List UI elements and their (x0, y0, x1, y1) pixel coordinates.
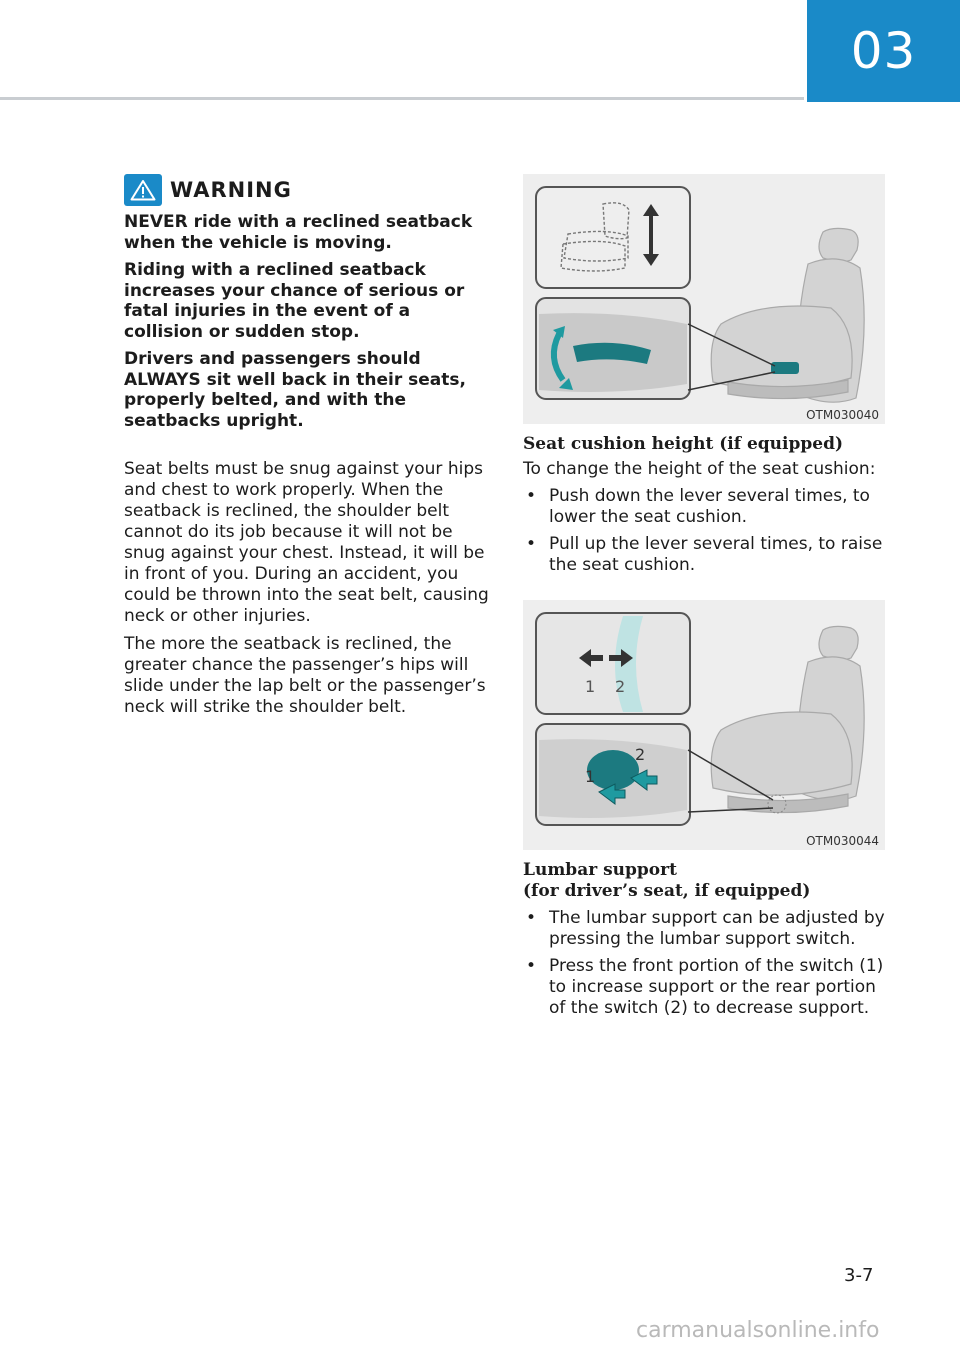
list-item (523, 534, 885, 576)
watermark: carmanualsonline.info (636, 1318, 880, 1343)
bullet-list (523, 486, 885, 576)
figure-code: OTM030044 (806, 834, 879, 848)
section-subtitle: (for driver’s seat, if equipped) (523, 881, 811, 901)
bullet-dot: • (526, 908, 537, 928)
chapter-tab (807, 0, 960, 102)
seat-silhouette (711, 228, 864, 402)
seat-lever-small (771, 362, 799, 374)
figure-label: 1 (585, 767, 596, 786)
page-number: 3-7 (844, 1265, 874, 1286)
list-item-text: Push down the lever several times, to lower the seat cushion. (549, 486, 870, 527)
lumbar-support-illustration (523, 600, 885, 850)
warning-paragraph: Drivers and passengers should ALWAYS sit well back in their seats, properly belted, and with the seatbacks upright. (124, 349, 466, 431)
right-column (523, 174, 885, 1025)
list-item (523, 908, 885, 950)
body-paragraph: The more the seatback is reclined, the greater chance the passenger’s hips will slide under the lap belt or the passenger’s neck will strike the shoulder belt. (124, 634, 486, 717)
list-item (523, 956, 885, 1019)
lumbar-drawing (523, 600, 885, 850)
section-intro: To change the height of the seat cushion: (523, 459, 876, 479)
warning-title: WARNING (170, 178, 292, 202)
bullet-dot: • (526, 486, 537, 506)
seat-height-illustration (523, 174, 885, 424)
warning-header (124, 172, 490, 208)
detail-box-top (536, 613, 690, 714)
list-item-text: The lumbar support can be adjusted by pressing the lumbar support switch. (549, 908, 885, 949)
warning-paragraph: Riding with a reclined seatback increases your chance of serious or fatal injuries in the event of a collision or sudden stop. (124, 260, 465, 342)
list-item (523, 486, 885, 528)
warning-triangle-icon (124, 174, 162, 206)
bullet-list (523, 908, 885, 1019)
section-title: Seat cushion height (if equipped) (523, 434, 844, 454)
bullet-dot: • (526, 956, 537, 976)
list-item-text: Pull up the lever several times, to raise the seat cushion. (549, 534, 883, 575)
body-paragraph: Seat belts must be snug against your hips and chest to work properly. When the seatback is reclined, the shoulder belt cannot do its job because it will not be snug against your chest. Instead, it will be in front of you. During an accident, you could be thrown into the seat belt, causing neck or other injuries. (124, 459, 489, 626)
figure-code: OTM030040 (806, 408, 879, 422)
chapter-number: 03 (850, 22, 917, 80)
warning-paragraph: NEVER ride with a reclined seatback when the vehicle is moving. (124, 212, 473, 253)
figure-label: 2 (615, 677, 626, 696)
section-title: Lumbar support (523, 860, 677, 880)
left-column (124, 172, 490, 725)
header-rule (0, 97, 804, 100)
seat-height-drawing (523, 174, 885, 424)
bullet-dot: • (526, 534, 537, 554)
figure-label: 1 (585, 677, 596, 696)
list-item-text: Press the front portion of the switch (1) to increase support or the rear portion of the switch (2) to decrease support. (549, 956, 884, 1018)
figure-label: 2 (635, 745, 646, 764)
seat-silhouette (711, 626, 864, 812)
